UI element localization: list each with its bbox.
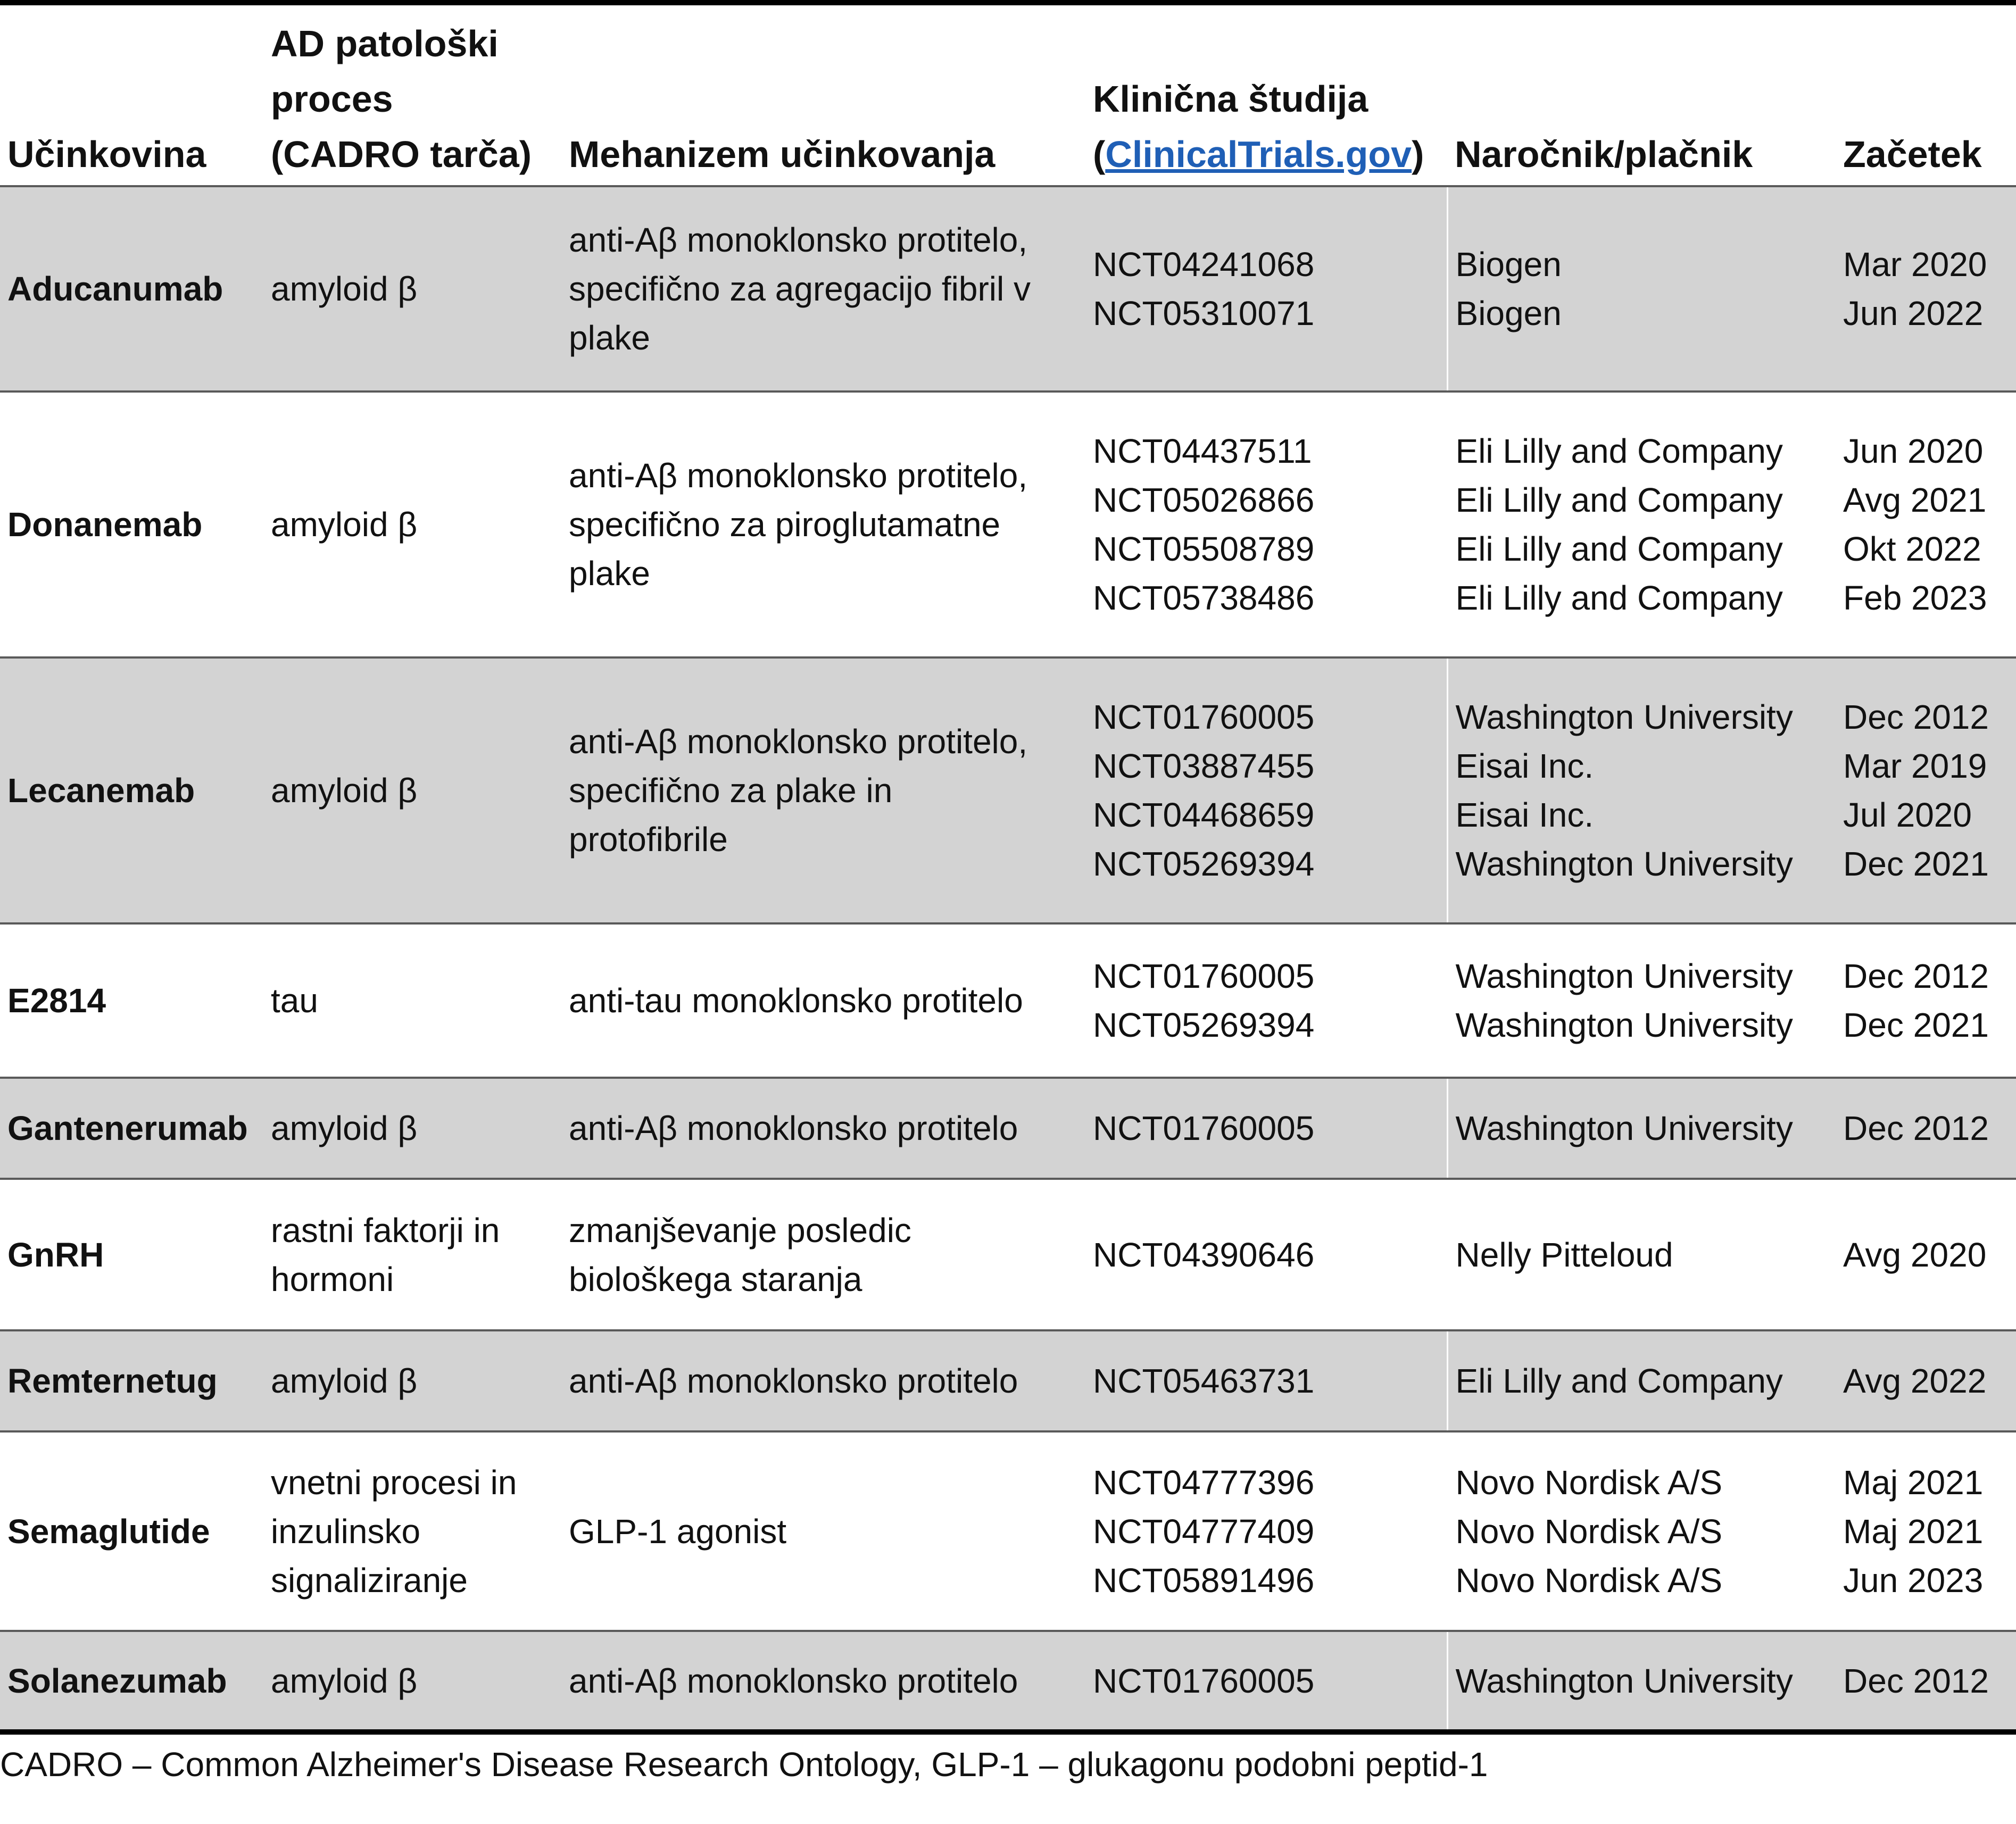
drug-cell: [0, 657, 263, 923]
drug-name: Remternetug: [7, 1362, 218, 1400]
start-line: Avg 2021: [1843, 481, 1987, 519]
process-line: amyloid β: [271, 771, 418, 810]
header-process: AD patološki proces (CADRO tarča): [271, 23, 532, 175]
sponsor-line: Washington University: [1455, 1661, 1793, 1700]
process-line: amyloid β: [271, 1362, 418, 1400]
mechanism-line: plake: [569, 554, 650, 593]
start-line: Jun 2023: [1843, 1561, 1984, 1600]
trial-line: NCT01760005: [1093, 1109, 1315, 1147]
sponsor-line: Washington University: [1455, 1006, 1793, 1044]
sponsor-line: Biogen: [1455, 245, 1562, 284]
drug-name: Aducanumab: [7, 270, 223, 308]
mechanism-cell: [561, 657, 1085, 923]
drug-cell: [0, 392, 263, 657]
mechanism-cell: [561, 1078, 1085, 1179]
process-cell: [263, 657, 561, 923]
process-cell: [263, 1631, 561, 1732]
start-cell: [1836, 1179, 2016, 1330]
process-line: rastni faktorji in: [271, 1211, 500, 1250]
start-line: Jun 2020: [1843, 432, 1984, 470]
drug-cell: [0, 1078, 263, 1179]
start-line: Jul 2020: [1843, 796, 1972, 834]
mechanism-line: specifično za piroglutamatne: [569, 505, 1001, 544]
sponsor-cell: [1447, 923, 1836, 1078]
trial-line: NCT04777409: [1093, 1512, 1315, 1551]
sponsor-line: Washington University: [1455, 1109, 1793, 1147]
mechanism-line: anti-Aβ monoklonsko protitelo: [569, 1109, 1018, 1147]
drug-name: GnRH: [7, 1235, 104, 1274]
start-line: Dec 2012: [1843, 1661, 1989, 1700]
mechanism-line: plake: [569, 319, 650, 357]
trial-line: NCT05269394: [1093, 1006, 1315, 1044]
drug-cell: [0, 1431, 263, 1631]
table-row: [0, 1330, 2016, 1431]
drug-name: Lecanemab: [7, 771, 195, 810]
sponsor-line: Biogen: [1455, 294, 1562, 332]
process-line: tau: [271, 981, 318, 1020]
sponsor-line: Eli Lilly and Company: [1455, 481, 1783, 519]
process-line: inzulinsko: [271, 1512, 421, 1551]
mechanism-line: anti-Aβ monoklonsko protitelo: [569, 1661, 1018, 1700]
mechanism-line: protofibrile: [569, 820, 728, 859]
trial-cell: [1085, 1631, 1447, 1732]
drug-cell: [0, 1330, 263, 1431]
table-row: [0, 1631, 2016, 1732]
table-row: [0, 1078, 2016, 1179]
sponsor-line: Eli Lilly and Company: [1455, 432, 1783, 470]
start-line: Mar 2019: [1843, 747, 1987, 785]
sponsor-line: Eisai Inc.: [1455, 747, 1594, 785]
start-line: Dec 2012: [1843, 1109, 1989, 1147]
sponsor-cell: [1447, 1078, 1836, 1179]
sponsor-cell: [1447, 1431, 1836, 1631]
sponsor-line: Eli Lilly and Company: [1455, 579, 1783, 617]
process-line: vnetni procesi in: [271, 1463, 517, 1502]
trial-cell: [1085, 657, 1447, 923]
drug-cell: [0, 1179, 263, 1330]
trial-cell: [1085, 392, 1447, 657]
trial-line: NCT05269394: [1093, 845, 1315, 883]
process-cell: [263, 186, 561, 392]
sponsor-line: Novo Nordisk A/S: [1455, 1512, 1723, 1551]
process-line: amyloid β: [271, 270, 418, 308]
sponsor-cell: [1447, 657, 1836, 923]
start-cell: [1836, 923, 2016, 1078]
mechanism-cell: [561, 1431, 1085, 1631]
mechanism-line: anti-Aβ monoklonsko protitelo,: [569, 221, 1028, 259]
start-cell: [1836, 657, 2016, 923]
process-line: signaliziranje: [271, 1561, 468, 1600]
process-line: amyloid β: [271, 1661, 418, 1700]
header-row: [0, 3, 2016, 186]
footnote: CADRO – Common Alzheimer's Disease Research Ontology, GLP-1 – glukagonu podobni peptid-1: [0, 1745, 1488, 1784]
mechanism-cell: [561, 1631, 1085, 1732]
table-row: [0, 1431, 2016, 1631]
mechanism-cell: [561, 923, 1085, 1078]
trial-line: NCT05738486: [1093, 579, 1315, 617]
start-line: Dec 2021: [1843, 845, 1989, 883]
start-cell: [1836, 1431, 2016, 1631]
trial-line: NCT01760005: [1093, 957, 1315, 995]
start-line: Mar 2020: [1843, 245, 1987, 284]
trial-line: NCT01760005: [1093, 698, 1315, 736]
trial-line: NCT03887455: [1093, 747, 1315, 785]
mechanism-line: biološkega staranja: [569, 1260, 862, 1298]
mechanism-cell: [561, 186, 1085, 392]
process-cell: [263, 1330, 561, 1431]
start-line: Okt 2022: [1843, 530, 1981, 568]
start-line: Avg 2022: [1843, 1362, 1987, 1400]
sponsor-line: Eli Lilly and Company: [1455, 530, 1783, 568]
start-line: Maj 2021: [1843, 1463, 1984, 1502]
header-sponsor: Naročnik/plačnik: [1455, 134, 1753, 175]
sponsor-line: Nelly Pitteloud: [1455, 1235, 1673, 1274]
table-row: [0, 923, 2016, 1078]
header-drug: Učinkovina: [7, 134, 206, 175]
trial-cell: [1085, 186, 1447, 392]
table-row: [0, 392, 2016, 657]
trial-cell: [1085, 1431, 1447, 1631]
start-line: Dec 2012: [1843, 698, 1989, 736]
trial-line: NCT05310071: [1093, 294, 1315, 332]
process-cell: [263, 392, 561, 657]
mechanism-cell: [561, 1179, 1085, 1330]
sponsor-line: Novo Nordisk A/S: [1455, 1463, 1723, 1502]
drug-name: E2814: [7, 981, 106, 1020]
trial-line: NCT04390646: [1093, 1235, 1315, 1274]
mechanism-line: specifično za agregacijo fibril v: [569, 270, 1031, 308]
drug-cell: [0, 1631, 263, 1732]
process-cell: [263, 1179, 561, 1330]
sponsor-line: Eisai Inc.: [1455, 796, 1594, 834]
process-line: amyloid β: [271, 505, 418, 544]
trial-cell: [1085, 923, 1447, 1078]
drug-name: Solanezumab: [7, 1661, 227, 1700]
clinicaltrials-link[interactable]: ClinicalTrials.gov: [1105, 134, 1412, 175]
start-line: Dec 2021: [1843, 1006, 1989, 1044]
trial-cell: [1085, 1078, 1447, 1179]
process-line: amyloid β: [271, 1109, 418, 1147]
mechanism-line: anti-tau monoklonsko protitelo: [569, 981, 1023, 1020]
table-row: [0, 186, 2016, 392]
trial-line: NCT05508789: [1093, 530, 1315, 568]
trial-cell: [1085, 1179, 1447, 1330]
process-cell: [263, 1431, 561, 1631]
start-cell: [1836, 1631, 2016, 1732]
trial-line: NCT04437511: [1093, 432, 1312, 470]
header-trial: Klinična študija (ClinicalTrials.gov): [1093, 78, 1424, 175]
mechanism-cell: [561, 1330, 1085, 1431]
mechanism-line: anti-Aβ monoklonsko protitelo,: [569, 456, 1028, 495]
header-start: Začetek: [1843, 134, 1982, 175]
start-line: Feb 2023: [1843, 579, 1987, 617]
mechanism-line: anti-Aβ monoklonsko protitelo,: [569, 722, 1028, 761]
trial-line: NCT05463731: [1093, 1362, 1315, 1400]
drug-cell: [0, 186, 263, 392]
trial-cell: [1085, 1330, 1447, 1431]
start-line: Jun 2022: [1843, 294, 1984, 332]
sponsor-cell: [1447, 1631, 1836, 1732]
mechanism-line: zmanjševanje posledic: [569, 1211, 911, 1250]
trial-line: NCT04241068: [1093, 245, 1315, 284]
drug-name: Semaglutide: [7, 1512, 210, 1551]
start-line: Avg 2020: [1843, 1235, 1987, 1274]
drug-name: Gantenerumab: [7, 1109, 248, 1147]
trial-line: NCT05026866: [1093, 481, 1315, 519]
process-cell: [263, 1078, 561, 1179]
trial-line: NCT05891496: [1093, 1561, 1315, 1600]
mechanism-line: GLP-1 agonist: [569, 1512, 787, 1551]
header-mechanism: Mehanizem učinkovanja: [569, 134, 995, 175]
start-cell: [1836, 1330, 2016, 1431]
drug-name: Donanemab: [7, 505, 203, 544]
trial-line: NCT04468659: [1093, 796, 1315, 834]
sponsor-cell: [1447, 1179, 1836, 1330]
mechanism-cell: [561, 392, 1085, 657]
mechanism-line: specifično za plake in: [569, 771, 893, 810]
start-line: Dec 2012: [1843, 957, 1989, 995]
sponsor-line: Washington University: [1455, 957, 1793, 995]
sponsor-line: Novo Nordisk A/S: [1455, 1561, 1723, 1600]
start-cell: [1836, 186, 2016, 392]
trial-line: NCT01760005: [1093, 1661, 1315, 1700]
trial-line: NCT04777396: [1093, 1463, 1315, 1502]
sponsor-line: Washington University: [1455, 698, 1793, 736]
sponsor-line: Eli Lilly and Company: [1455, 1362, 1783, 1400]
sponsor-cell: [1447, 1330, 1836, 1431]
drug-cell: [0, 923, 263, 1078]
sponsor-line: Washington University: [1455, 845, 1793, 883]
process-line: hormoni: [271, 1260, 394, 1298]
table-row: [0, 657, 2016, 923]
mechanism-line: anti-Aβ monoklonsko protitelo: [569, 1362, 1018, 1400]
start-cell: [1836, 1078, 2016, 1179]
start-cell: [1836, 392, 2016, 657]
process-cell: [263, 923, 561, 1078]
table-row: [0, 1179, 2016, 1330]
sponsor-cell: [1447, 392, 1836, 657]
start-line: Maj 2021: [1843, 1512, 1984, 1551]
table-body: [0, 186, 2016, 1732]
sponsor-cell: [1447, 186, 1836, 392]
